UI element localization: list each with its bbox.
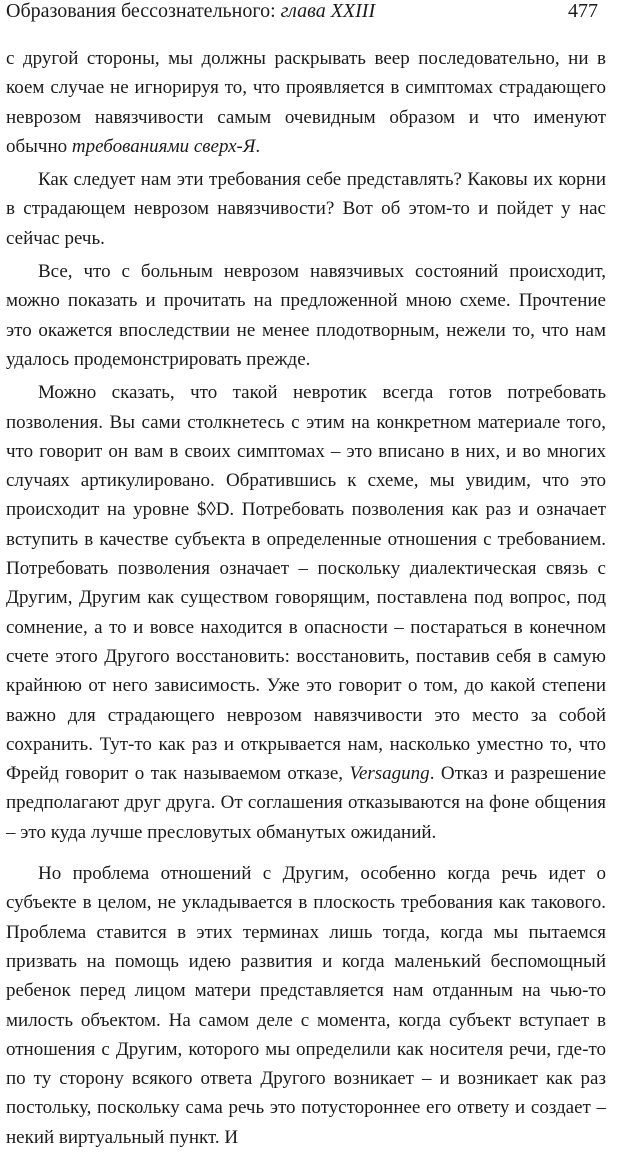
paragraph-4-text: Можно сказать, что такой невротик всегда готов потребовать позволения. Вы сами столкнетесь с этим на конкретном материале того, что говорит он вам в своих симптомах – это вписано в них, и во многих случаях артикулировано. Обратившись к схеме, мы увидим, что это происходит на уровне $◊D. Потребовать позволения как раз и означает вступить в качестве субъекта в определенные отношения с требованием. Потребовать позволения означает – поскольку диалектическая связь с Другим, Другим как существом говорящим, поставлена под вопрос, под сомнение, а то и вовсе находится в опасности – постараться в конечном счете этого Другого восстановить: восстановить, поставив себя в самую крайнюю от него зависимость. Уже это говорит о том, до какой степени важно для страдающего неврозом навязчивости это место за собой сохранить. Тут-то как раз и открывается нам, насколько уместно то, что Фрейд говорит о так называемом отказе, [6, 382, 606, 785]
paragraph-4-emphasis: Versagung [349, 763, 430, 785]
paragraph-4 [6, 378, 606, 847]
running-header [6, 0, 606, 30]
paragraph-3: Все, что с больным неврозом навязчивых состояний происходит, можно показать и прочитать на предложенной мною схеме. Прочтение это окажется впоследствии не менее плодотворным, нежели то, что нам удалось продемонстрировать прежде. [6, 261, 606, 370]
paragraph-1-emphasis: требованиями сверх-Я [71, 135, 256, 157]
running-title [6, 0, 375, 22]
paragraph-1-text: с другой стороны, мы должны раскрывать веер последовательно, ни в коем случае не игнорируя то, что проявляется в симптомах страдающего неврозом навязчивости самым очевидным образом и что именуют обычно [6, 48, 606, 157]
running-title-text: Образования бессознательного: [6, 0, 281, 22]
paragraph-1-end: . [255, 135, 261, 157]
body-text [6, 44, 606, 1152]
paragraph-1 [6, 44, 606, 161]
paragraph-5: Но проблема отношений с Другим, особенно когда речь идет о субъекте в целом, не укладывается в плоскость требования как такового. Проблема ставится в этих терминах лишь тогда, когда мы пытаемся призвать на помощь идею развития и когда маленький беспомощный ребенок перед лицом матери представляется нам отданным на чью-то милость объектом. На самом деле с момента, когда субъект вступает в отношения с Другим, которого мы определили как носителя речи, где-то по ту сторону всякого ответа Другого возникает – и возникает как раз постольку, поскольку сама речь это потустороннее его ответу и создает – некий виртуальный пункт. И [6, 863, 606, 1148]
paragraph-4-end: . Отказ и разрешение предполагают друг друга. От соглашения отказываются на фоне общения – это куда лучше пресловутых обманутых ожиданий. [6, 763, 607, 843]
paragraph-2: Как следует нам эти требования себе представлять? Каковы их корни в страдающем неврозом навязчивости? Вот об этом-то и пойдет у нас сейчас речь. [6, 169, 606, 249]
page-number: 477 [568, 0, 598, 22]
chapter-label: глава XXIII [280, 0, 376, 22]
